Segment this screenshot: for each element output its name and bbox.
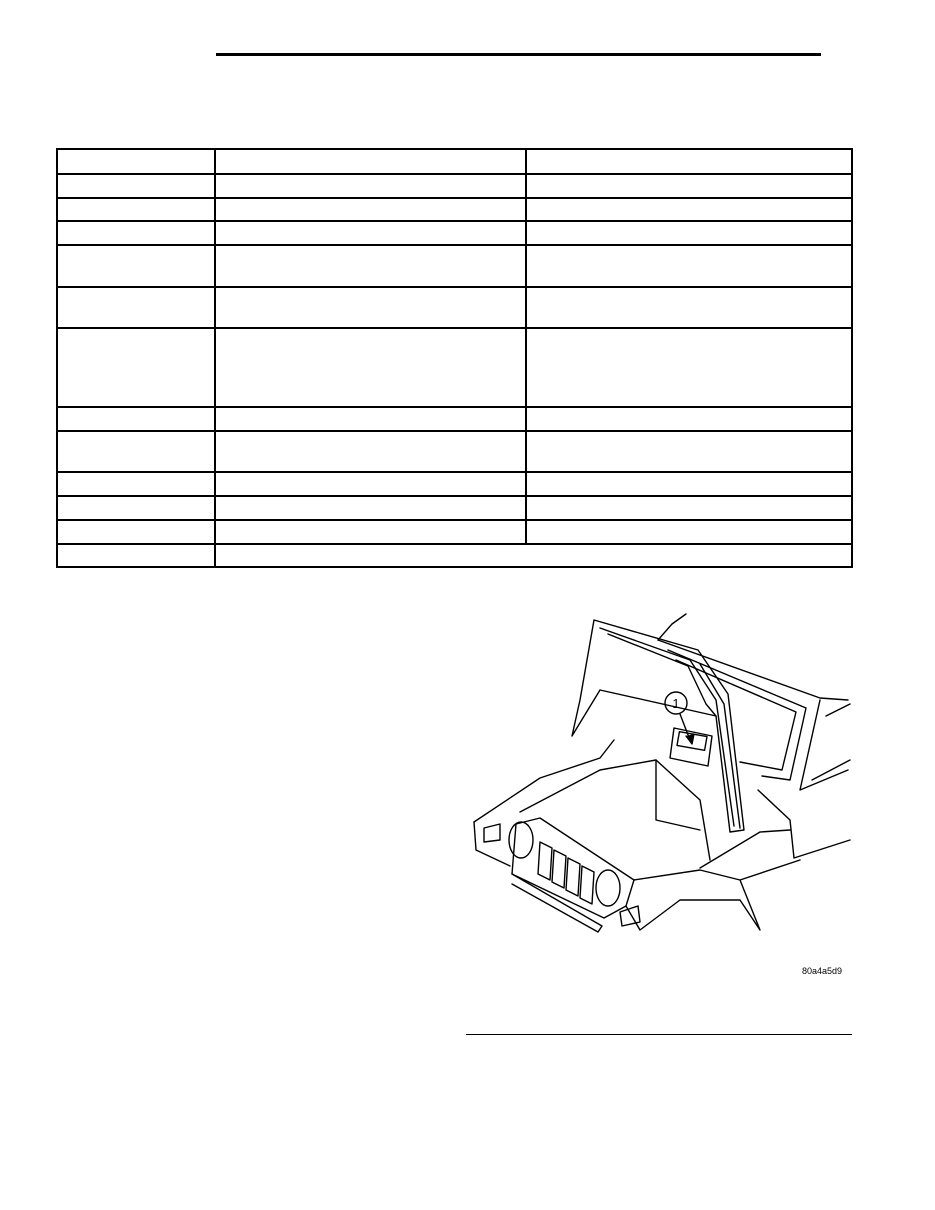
grille-slot	[552, 850, 566, 888]
left-fender	[474, 740, 614, 822]
table-row	[57, 407, 852, 431]
table-row	[57, 245, 852, 287]
left-headlamp	[509, 822, 533, 858]
right-headlamp	[596, 870, 620, 906]
right-turn-lamp	[620, 906, 640, 926]
figure-image-code: 80a4a5d9	[802, 966, 843, 976]
callout-number: 1	[672, 696, 680, 711]
raised-hood	[572, 620, 744, 832]
table-row	[57, 431, 852, 472]
body-side-line	[700, 830, 800, 880]
callout-arrowhead	[686, 734, 694, 744]
cab-rear-window	[812, 704, 850, 780]
table-row	[57, 198, 852, 221]
left-turn-lamp	[484, 824, 500, 842]
vehicle-hood-illustration	[466, 608, 856, 958]
windshield-glass	[676, 660, 796, 770]
table-row	[57, 544, 852, 567]
windshield-frame	[668, 650, 806, 780]
left-fender-lower	[474, 822, 510, 866]
table-row	[57, 174, 852, 198]
cab-side-panel	[758, 790, 850, 858]
windshield-frame	[658, 640, 848, 700]
right-fender	[626, 870, 760, 930]
grille-slot	[538, 842, 552, 880]
specification-table	[56, 148, 853, 568]
table-row	[57, 328, 852, 407]
table-row	[57, 287, 852, 328]
table-row	[57, 520, 852, 544]
header-rule	[216, 53, 821, 56]
grille-housing	[512, 818, 634, 918]
firewall	[656, 760, 700, 830]
table-row	[57, 472, 852, 496]
grille-slot	[566, 858, 580, 896]
grille-slot	[580, 866, 594, 904]
table-row	[57, 221, 852, 245]
table-row	[57, 496, 852, 520]
cab-side-outline	[800, 700, 848, 790]
figure-bottom-rule	[466, 1034, 852, 1035]
table-row	[57, 149, 852, 174]
cab-roof-outline	[658, 614, 686, 640]
